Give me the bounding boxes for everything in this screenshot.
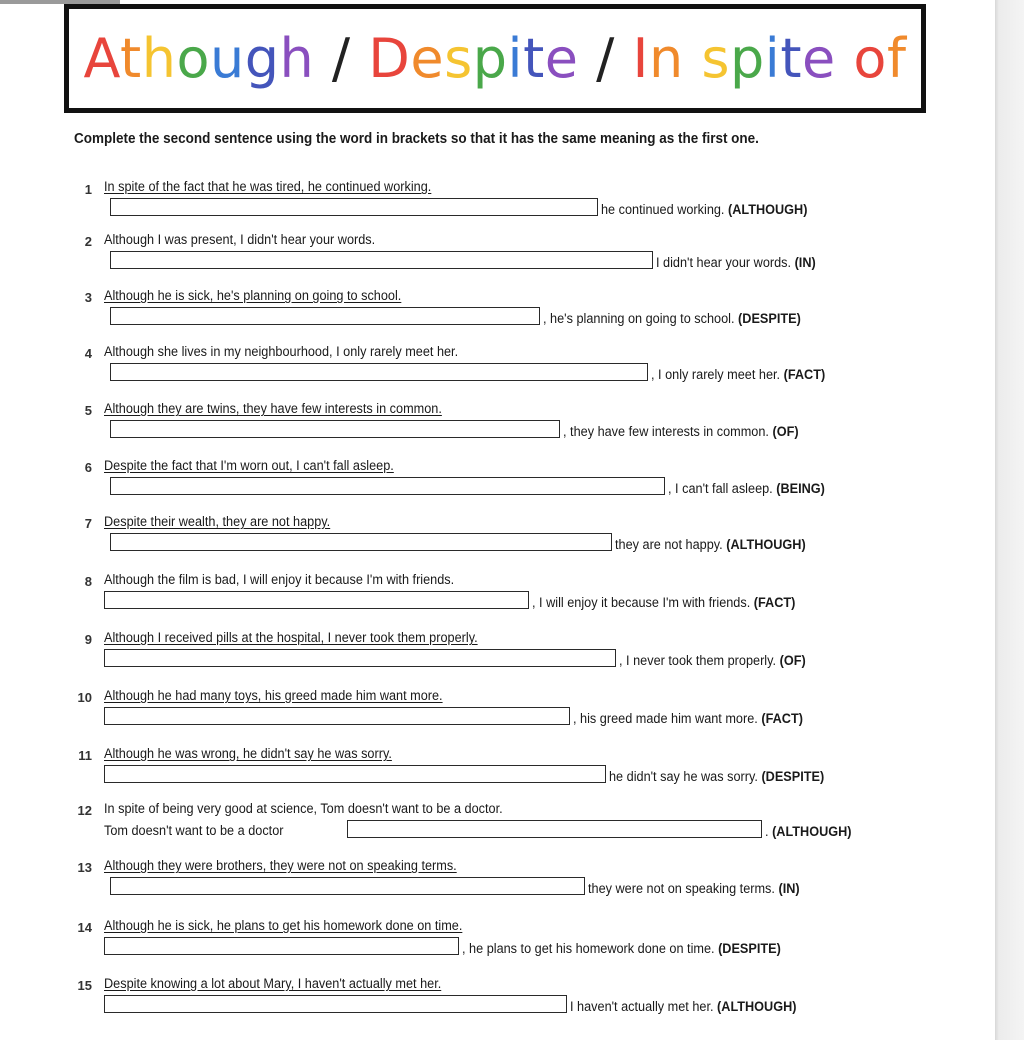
original-sentence: Although they are twins, they have few interests in common.: [104, 401, 442, 416]
original-sentence: Although she lives in my neighbourhood, I only rarely meet her.: [104, 344, 459, 359]
answer-continuation: [532, 595, 795, 610]
continuation-text: they were not on speaking terms.: [588, 881, 775, 896]
keyword-hint: (ALTHOUGH): [728, 202, 808, 217]
continuation-text: he continued working.: [601, 202, 725, 217]
exercise-number: 13: [77, 860, 92, 875]
answer-box[interactable]: [110, 477, 665, 495]
title-box: [64, 4, 926, 113]
title-letter: f: [886, 27, 907, 90]
exercise-item: [0, 746, 995, 804]
exercise-number: 5: [84, 403, 92, 418]
title-letter: e: [410, 27, 445, 90]
keyword-hint: (ALTHOUGH): [717, 999, 797, 1014]
continuation-text: , he plans to get his homework done on time.: [462, 941, 715, 956]
answer-row: [0, 591, 995, 613]
original-sentence: Although I received pills at the hospital, I never took them properly.: [104, 630, 478, 645]
original-sentence: Although the film is bad, I will enjoy it because I'm with friends.: [104, 572, 455, 587]
exercise-item: [0, 858, 995, 916]
keyword-hint: (OF): [779, 653, 806, 668]
answer-row: [0, 820, 995, 842]
answer-box[interactable]: [110, 533, 612, 551]
original-sentence: Despite the fact that I'm worn out, I can't fall asleep.: [104, 458, 394, 473]
exercise-item: [0, 801, 995, 859]
answer-row: [0, 533, 995, 555]
answer-box[interactable]: [110, 251, 653, 269]
answer-prefix: Tom doesn't want to be a doctor: [104, 823, 284, 838]
keyword-hint: (DESPITE): [761, 769, 825, 784]
exercise-number: 14: [77, 920, 92, 935]
title-letter: p: [472, 27, 508, 90]
answer-box[interactable]: [104, 995, 567, 1013]
answer-row: [0, 363, 995, 385]
exercise-number: 2: [84, 234, 92, 249]
title-letter: s: [701, 27, 731, 90]
answer-row: [0, 707, 995, 729]
answer-continuation: [668, 481, 825, 496]
answer-box[interactable]: [110, 877, 585, 895]
exercise-number: 4: [84, 346, 92, 361]
answer-continuation: [588, 881, 800, 896]
title-letter: g: [244, 27, 280, 90]
original-sentence: Although I was present, I didn't hear your words.: [104, 232, 376, 247]
title-letter: [578, 27, 596, 90]
exercise-number: 15: [77, 978, 92, 993]
exercise-number: 3: [84, 290, 92, 305]
exercise-number: 6: [84, 460, 92, 475]
continuation-text: I didn't hear your words.: [656, 255, 792, 270]
exercise-number: 12: [77, 803, 92, 818]
exercise-item: [0, 344, 995, 402]
exercise-number: 11: [78, 748, 92, 763]
answer-box[interactable]: [104, 937, 459, 955]
answer-continuation: [601, 202, 807, 217]
title-letter: I: [632, 27, 649, 90]
answer-row: [0, 937, 995, 959]
answer-box[interactable]: [104, 765, 606, 783]
answer-box[interactable]: [110, 363, 648, 381]
answer-continuation: [573, 711, 803, 726]
title-letter: u: [210, 27, 245, 90]
keyword-hint: (ALTHOUGH): [726, 537, 806, 552]
original-sentence: Although they were brothers, they were not on speaking terms.: [104, 858, 457, 873]
answer-continuation: [619, 653, 806, 668]
continuation-text: , I never took them properly.: [619, 653, 777, 668]
answer-continuation: [563, 424, 799, 439]
answer-box[interactable]: [110, 420, 560, 438]
title-letter: /: [331, 27, 351, 90]
exercise-item: [0, 514, 995, 572]
title-letter: t: [780, 27, 802, 90]
keyword-hint: (IN): [794, 255, 816, 270]
title-letter: [684, 27, 702, 90]
continuation-text: he didn't say he was sorry.: [609, 769, 758, 784]
answer-box[interactable]: [104, 649, 616, 667]
answer-box[interactable]: [104, 707, 570, 725]
title-letter: n: [648, 27, 684, 90]
continuation-text: , I will enjoy it because I'm with friends.: [532, 595, 751, 610]
original-sentence: In spite of the fact that he was tired, he continued working.: [104, 179, 432, 194]
keyword-hint: (OF): [772, 424, 799, 439]
exercise-item: [0, 630, 995, 688]
exercise-number: 8: [84, 574, 92, 589]
answer-box[interactable]: [110, 198, 598, 216]
exercise-item: [0, 976, 995, 1034]
answer-row: [0, 420, 995, 442]
title-letter: [615, 27, 633, 90]
exercise-item: [0, 572, 995, 630]
answer-row: [0, 649, 995, 671]
original-sentence: Despite their wealth, they are not happy.: [104, 514, 331, 529]
title-letter: t: [523, 27, 545, 90]
answer-continuation: [570, 999, 796, 1014]
title-letter: s: [444, 27, 473, 90]
exercise-item: [0, 232, 995, 290]
answer-row: [0, 765, 995, 787]
title-letter: e: [544, 27, 579, 90]
keyword-hint: (FACT): [753, 595, 796, 610]
title-letter: A: [83, 27, 121, 90]
continuation-text: , I only rarely meet her.: [651, 367, 781, 382]
keyword-hint: (BEING): [776, 481, 825, 496]
continuation-text: , I can't fall asleep.: [668, 481, 773, 496]
worksheet-title: [84, 27, 907, 90]
original-sentence: Although he had many toys, his greed made him want more.: [104, 688, 443, 703]
answer-row: [0, 477, 995, 499]
keyword-hint: (FACT): [761, 711, 803, 726]
keyword-hint: (DESPITE): [738, 311, 801, 326]
original-sentence: Although he is sick, he plans to get his homework done on time.: [104, 918, 463, 933]
exercise-item: [0, 401, 995, 459]
original-sentence: Although he is sick, he's planning on going to school.: [104, 288, 402, 303]
answer-continuation: [543, 311, 801, 326]
exercise-item: [0, 288, 995, 346]
continuation-text: they are not happy.: [615, 537, 723, 552]
continuation-text: I haven't actually met her.: [570, 999, 714, 1014]
exercise-number: 9: [84, 632, 92, 647]
title-letter: /: [596, 27, 615, 90]
title-letter: [836, 27, 854, 90]
title-letter: t: [120, 27, 142, 90]
original-sentence: Despite knowing a lot about Mary, I haven't actually met her.: [104, 976, 442, 991]
title-letter: o: [853, 27, 887, 90]
keyword-hint: (DESPITE): [718, 941, 781, 956]
exercise-item: [0, 179, 995, 237]
exercise-number: 10: [77, 690, 92, 705]
answer-box[interactable]: [347, 820, 762, 838]
keyword-hint: (ALTHOUGH): [772, 824, 852, 839]
continuation-text: , they have few interests in common.: [563, 424, 769, 439]
title-letter: D: [368, 27, 411, 90]
answer-continuation: [615, 537, 806, 552]
exercise-number: 1: [84, 182, 92, 197]
answer-row: [0, 307, 995, 329]
answer-box[interactable]: [104, 591, 529, 609]
original-sentence: In spite of being very good at science, Tom doesn't want to be a doctor.: [104, 801, 503, 816]
answer-continuation: [609, 769, 824, 784]
instruction-text: Complete the second sentence using the word in brackets so that it has the same meaning as the first one.: [74, 131, 759, 147]
answer-continuation: [462, 941, 781, 956]
title-letter: i: [507, 27, 524, 90]
keyword-hint: (FACT): [783, 367, 826, 382]
continuation-text: , his greed made him want more.: [573, 711, 758, 726]
exercise-number: 7: [84, 516, 92, 531]
title-letter: [351, 27, 369, 90]
title-letter: e: [802, 27, 836, 90]
answer-box[interactable]: [110, 307, 540, 325]
keyword-hint: (IN): [778, 881, 800, 896]
original-sentence: Although he was wrong, he didn't say he was sorry.: [104, 746, 392, 761]
continuation-text: , he's planning on going to school.: [543, 311, 735, 326]
title-letter: h: [141, 27, 177, 90]
answer-continuation: [765, 824, 851, 839]
title-letter: p: [730, 27, 765, 90]
answer-row: [0, 198, 995, 220]
answer-continuation: [651, 367, 825, 382]
exercise-item: [0, 458, 995, 516]
title-letter: i: [764, 27, 781, 90]
answer-row: [0, 877, 995, 899]
answer-row: [0, 251, 995, 273]
answer-continuation: [656, 255, 816, 270]
continuation-text: .: [765, 824, 769, 839]
title-letter: [314, 27, 332, 90]
exercise-item: [0, 688, 995, 746]
answer-row: [0, 995, 995, 1017]
title-letter: o: [176, 27, 210, 90]
page-edge: [995, 0, 1024, 1040]
exercise-item: [0, 918, 995, 976]
title-letter: h: [279, 27, 315, 90]
